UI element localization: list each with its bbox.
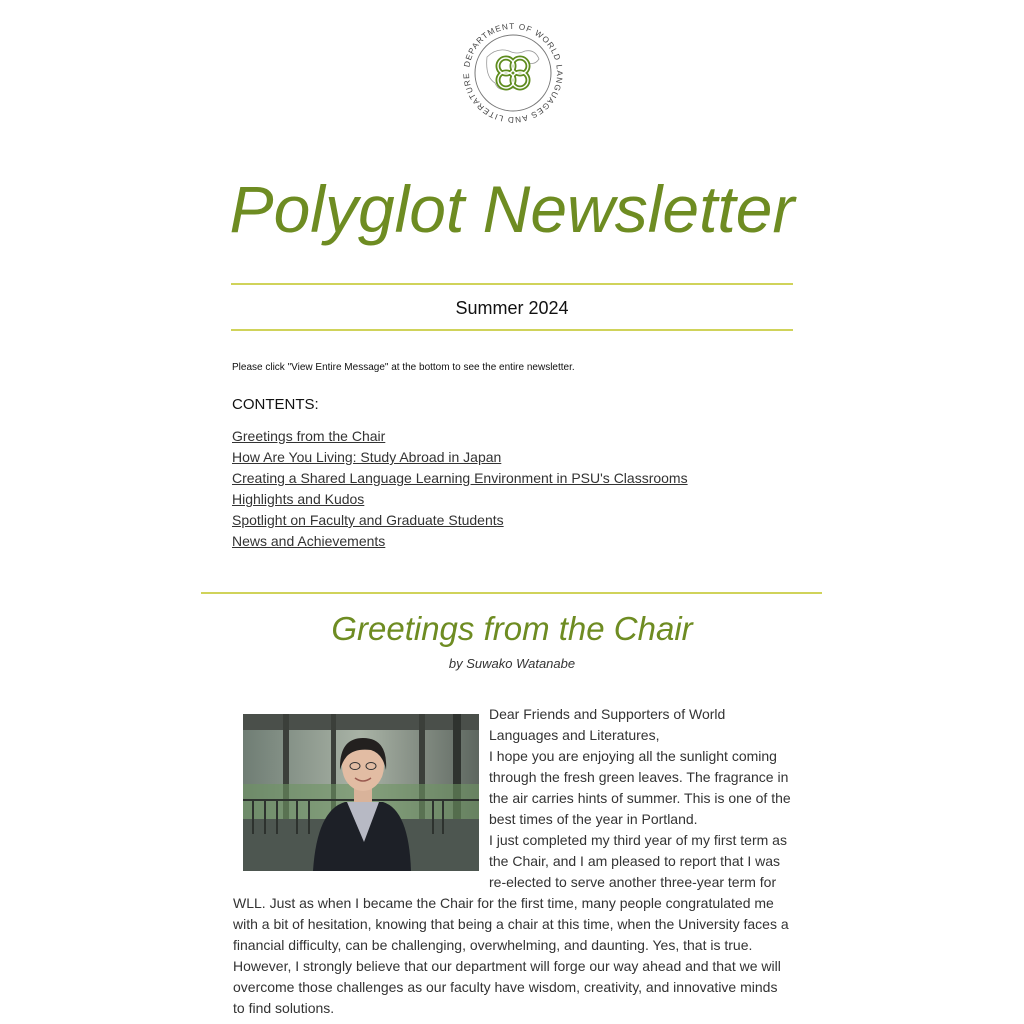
issue-label: Summer 2024 [455,298,569,318]
contents-list [232,426,688,552]
chair-portrait-photo [243,714,479,871]
issue-top-divider [231,283,793,285]
contents-item [232,510,688,531]
contents-item [232,426,688,447]
toc-link-news[interactable]: News and Achievements [232,533,386,549]
toc-link-highlights[interactable]: Highlights and Kudos [232,491,365,507]
article-paragraph: I just completed my third year of my first term as the Chair, and I am pleased to report that I was re-elected to serve another three-year term for WLL. Just as when I became the Chair for the first time, many people congratulated me with a bit of hesitation, knowing that being a chair at this time, when the University faces a financial difficulty, can be challenging, overwhelming, and daunting. Yes, that is true. However, I strongly believe that our department will forge our way ahead and that we will overcome those challenges as our faculty have wisdom, creativity, and innovative minds to find solutions. [233,832,789,1016]
seal-ring-text: DEPARTMENT OF WORLD LANGUAGES AND LITERATURE [461,21,565,125]
contents-item [232,447,688,468]
view-message-note: Please click "View Entire Message" at the bottom to see the entire newsletter. [232,362,575,373]
newsletter-title: Polyglot Newsletter [229,172,795,246]
department-seal-logo [457,17,569,129]
article-paragraph: Dear Friends and Supporters of World Languages and Literatures, [489,706,726,743]
issue-bottom-divider [231,329,793,331]
department-seal-icon [457,17,569,129]
toc-link-greetings[interactable]: Greetings from the Chair [232,428,386,444]
toc-link-study-abroad[interactable]: How Are You Living: Study Abroad in Japan [232,449,502,465]
article-byline: by Suwako Watanabe [448,656,576,671]
section-divider [201,592,822,594]
contents-heading: CONTENTS: [232,396,319,413]
toc-link-spotlight[interactable]: Spotlight on Faculty and Graduate Students [232,512,504,528]
article-body [233,704,793,1019]
contents-item [232,531,688,552]
section-title: Greetings from the Chair [331,610,693,647]
toc-link-shared-language[interactable]: Creating a Shared Language Learning Environment in PSU's Classrooms [232,470,688,486]
contents-item [232,489,688,510]
article-paragraph: I hope you are enjoying all the sunlight coming through the fresh green leaves. The fragrance in the air carries hints of summer. This is one of the best times of the year in Portland. [489,748,791,827]
contents-item [232,468,688,489]
